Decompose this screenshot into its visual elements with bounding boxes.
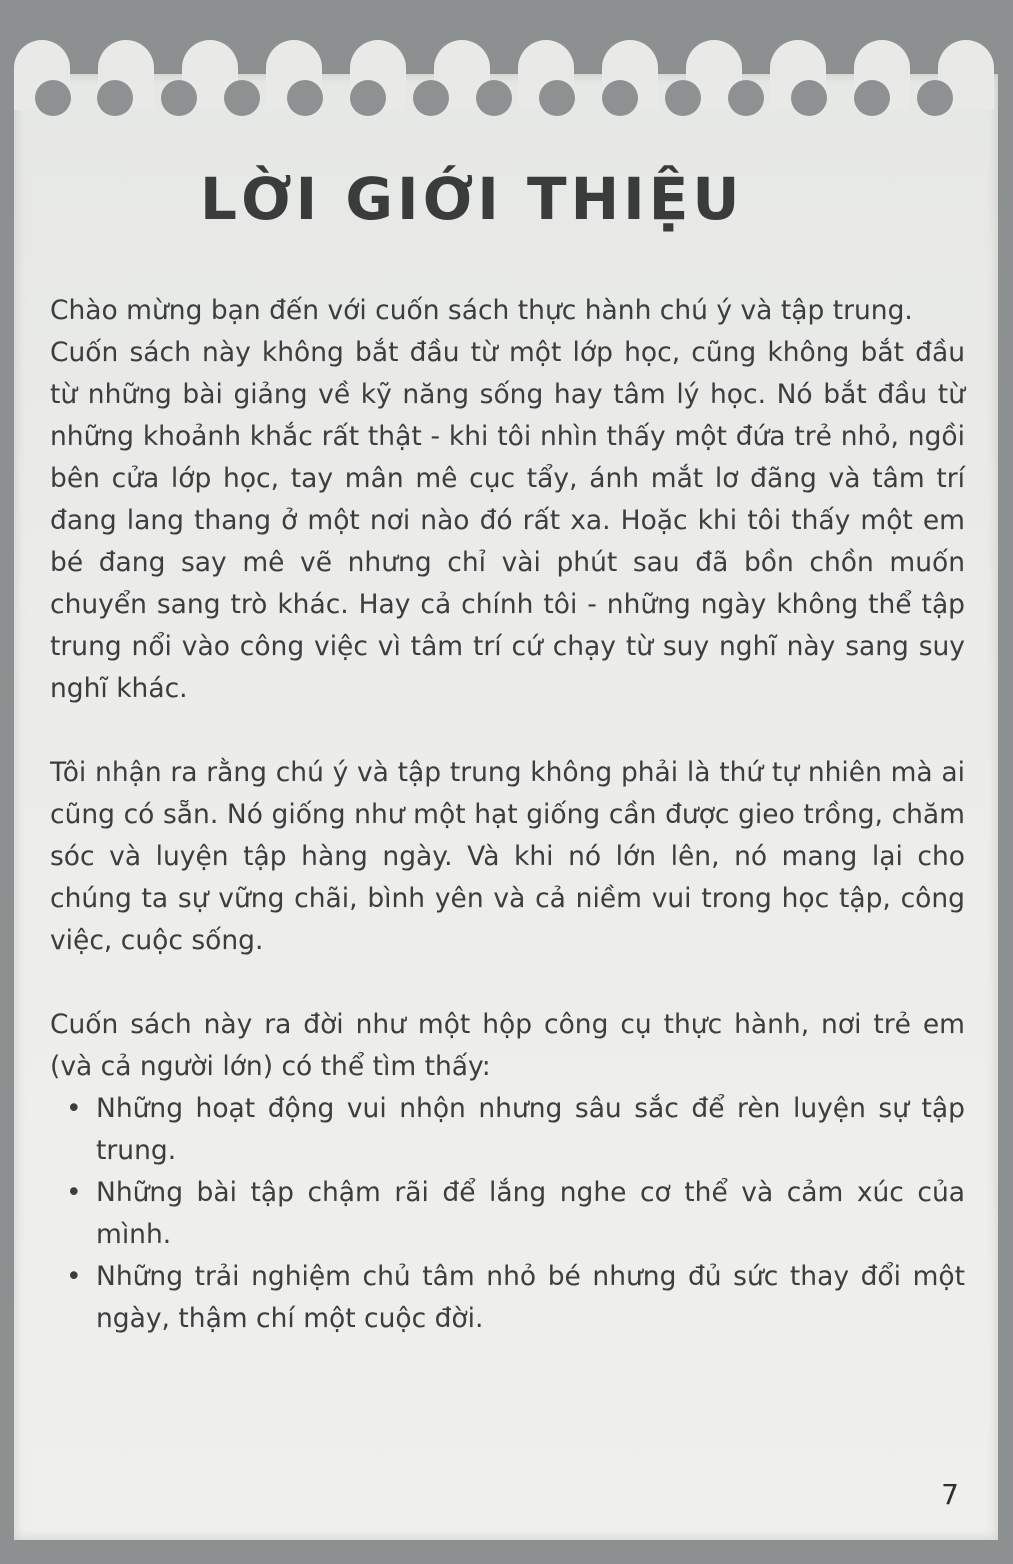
bullet-icon: • <box>66 1093 82 1124</box>
binding-hole <box>476 80 512 116</box>
binding-hole <box>665 80 701 116</box>
list-item <box>50 1172 965 1256</box>
list-item <box>50 1256 965 1340</box>
binding-hole <box>917 80 953 116</box>
list-item-text: Những hoạt động vui nhộn nhưng sâu sắc để rèn luyện sự tập trung. <box>96 1093 965 1166</box>
paragraph: Cuốn sách này không bắt đầu từ một lớp học, cũng không bắt đầu từ những bài giảng về kỹ năng sống hay tâm lý học. Nó bắt đầu từ những khoảnh khắc rất thật - khi tôi nhìn thấy một đứa trẻ nhỏ, ngồi bên cửa lớp học, tay mân mê cục tẩy, ánh mắt lơ đãng và tâm trí đang lang thang ở một nơi nào đó rất xa. Hoặc khi tôi thấy một em bé đang say mê vẽ nhưng chỉ vài phút sau đã bồn chồn muốn chuyển sang trò khác. Hay cả chính tôi - những ngày không thể tập trung nổi vào công việc vì tâm trí cứ chạy từ suy nghĩ này sang suy nghĩ khác. <box>50 337 965 704</box>
paragraph: Tôi nhận ra rằng chú ý và tập trung không phải là thứ tự nhiên mà ai cũng có sẵn. Nó giống như một hạt giống cần được gieo trồng, chăm sóc và luyện tập hàng ngày. Và khi nó lớn lên, nó mang lại cho chúng ta sự vững chãi, bình yên và cả niềm vui trong học tập, công việc, cuộc sống. <box>50 757 965 956</box>
binding-hole <box>413 80 449 116</box>
binding-hole <box>602 80 638 116</box>
page-title: LỜI GIỚI THIỆU <box>200 165 744 233</box>
body-text <box>50 290 965 1340</box>
binding-hole <box>161 80 197 116</box>
bullet-icon: • <box>66 1261 82 1292</box>
bullet-icon: • <box>66 1177 82 1208</box>
paragraph: Cuốn sách này ra đời như một hộp công cụ thực hành, nơi trẻ em (và cả người lớn) có thể tìm thấy: <box>50 1009 965 1082</box>
paragraph: Chào mừng bạn đến với cuốn sách thực hành chú ý và tập trung. <box>50 295 913 326</box>
binding-hole <box>224 80 260 116</box>
binding-hole <box>539 80 575 116</box>
binding-hole <box>791 80 827 116</box>
binding-hole <box>35 80 71 116</box>
list-item <box>50 1088 965 1172</box>
binding-hole <box>97 80 133 116</box>
list-item-text: Những trải nghiệm chủ tâm nhỏ bé nhưng đủ sức thay đổi một ngày, thậm chí một cuộc đời. <box>96 1261 965 1334</box>
list-item-text: Những bài tập chậm rãi để lắng nghe cơ thể và cảm xúc của mình. <box>96 1177 965 1250</box>
page-number: 7 <box>941 1478 959 1511</box>
bullet-list <box>50 1088 965 1340</box>
binding-hole <box>350 80 386 116</box>
binding-hole <box>854 80 890 116</box>
binding-hole <box>287 80 323 116</box>
binding-hole <box>728 80 764 116</box>
